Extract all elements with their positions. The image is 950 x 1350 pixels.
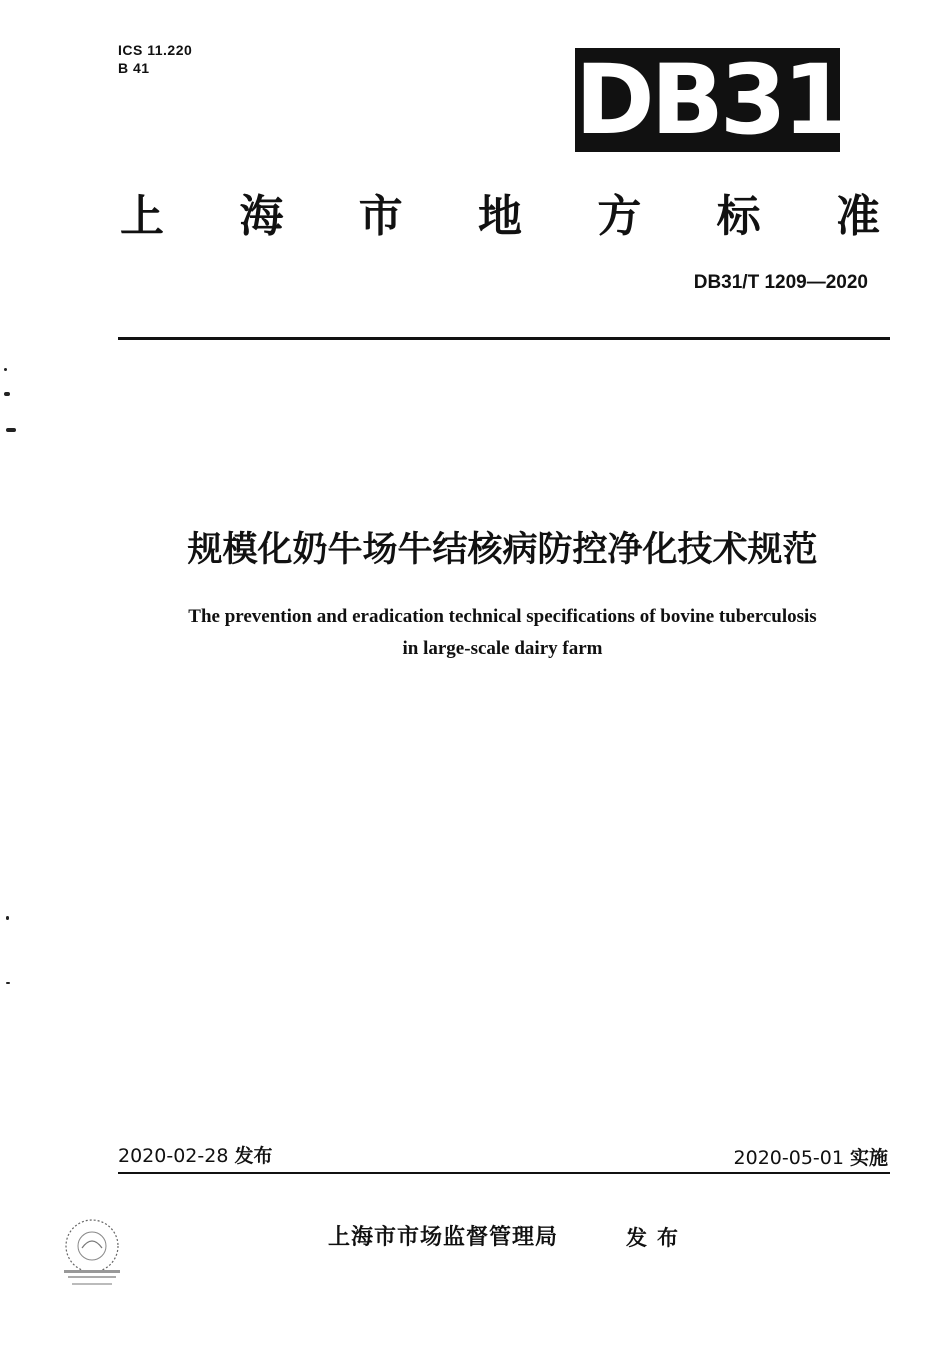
local-standard-heading [120, 180, 880, 244]
heading-char: 海 [239, 191, 284, 242]
db31-logo: DB31 [575, 44, 846, 156]
ics-code: ICS 11.220 [118, 42, 193, 58]
top-divider [118, 337, 890, 340]
bottom-divider [118, 1172, 890, 1174]
implement-label: 实施 [849, 1147, 888, 1169]
standard-number: DB31/T 1209—2020 [693, 272, 868, 293]
scan-speck [6, 982, 10, 984]
scan-speck [4, 368, 7, 371]
issue-date-value: 2020-02-28 [118, 1145, 229, 1167]
scan-speck [6, 428, 16, 432]
title-english-line1: The prevention and eradication technical specifications of bovine tuberculosis [188, 606, 817, 627]
heading-char: 上 [120, 191, 164, 242]
category-code: B 41 [118, 60, 150, 76]
scan-speck [6, 916, 9, 920]
heading-char: 方 [597, 191, 642, 242]
implement-date [734, 1143, 888, 1170]
heading-char: 地 [477, 191, 522, 242]
scan-speck [4, 392, 10, 396]
issue-date [118, 1141, 272, 1168]
heading-char: 准 [835, 191, 880, 242]
publisher: 上海市市场监督管理局 [328, 1225, 559, 1250]
watermark-stamp-icon [56, 1214, 128, 1290]
heading-char: 市 [358, 191, 403, 242]
heading-char: 标 [716, 191, 761, 242]
implement-date-value: 2020-05-01 [733, 1147, 844, 1169]
issue-label: 发布 [234, 1145, 273, 1167]
publish-action: 发布 [626, 1226, 688, 1250]
title-english-line2: in large-scale dairy farm [402, 638, 603, 659]
title-chinese: 规模化奶牛场牛结核病防控净化技术规范 [187, 530, 818, 570]
